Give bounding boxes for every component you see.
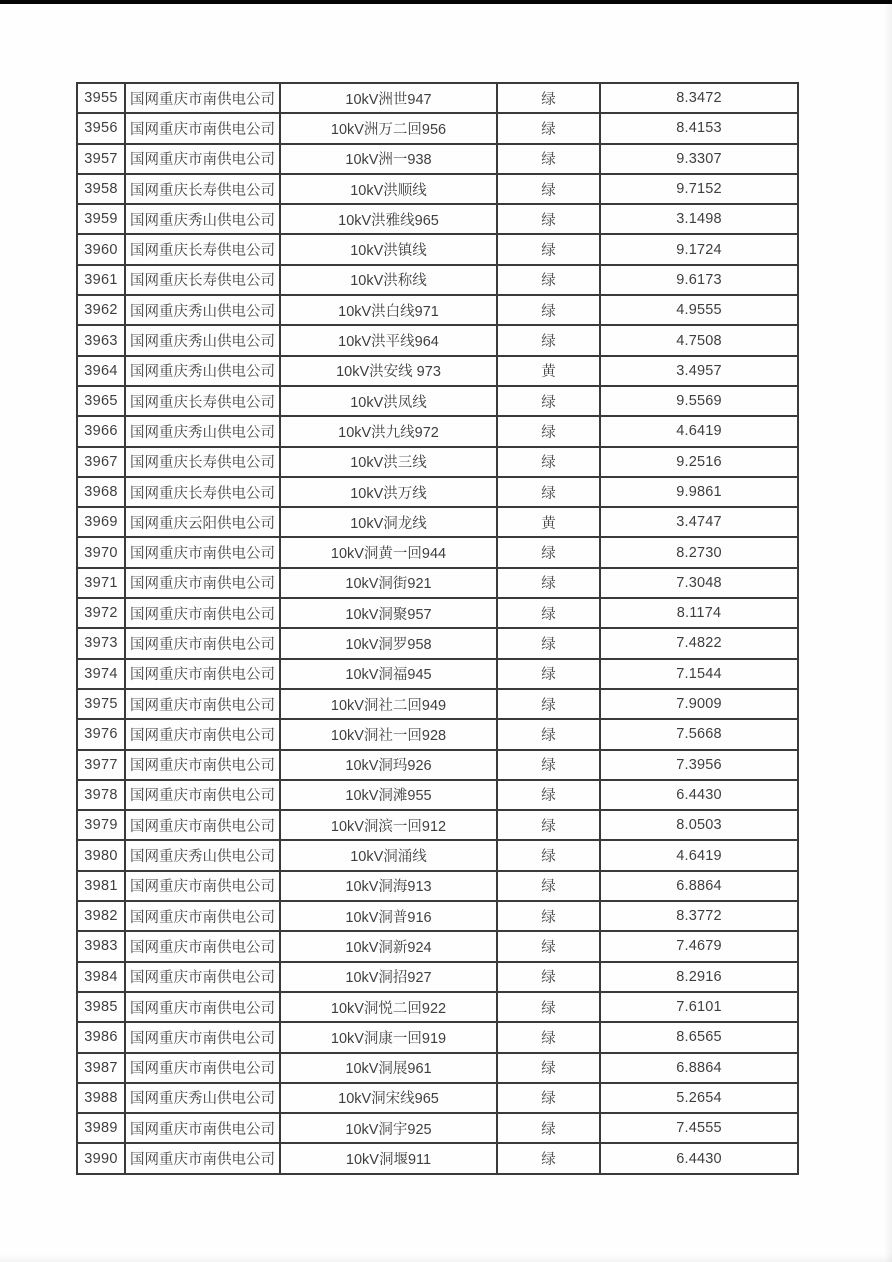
company-cell: 国网重庆市南供电公司	[125, 83, 280, 113]
company-cell: 国网重庆长寿供电公司	[125, 477, 280, 507]
value-cell: 4.9555	[600, 295, 798, 325]
line-name-cell: 10kV洪平线964	[280, 325, 497, 355]
line-name-cell: 10kV洞罗958	[280, 628, 497, 658]
row-number-cell: 3967	[77, 447, 125, 477]
line-name-cell: 10kV洞康一回919	[280, 1022, 497, 1052]
table-row	[77, 204, 798, 234]
line-name-cell: 10kV洞玛926	[280, 750, 497, 780]
status-cell: 绿	[497, 295, 600, 325]
row-number-cell: 3976	[77, 719, 125, 749]
value-cell: 8.3772	[600, 901, 798, 931]
row-number-cell: 3983	[77, 931, 125, 961]
table-row	[77, 568, 798, 598]
table-row	[77, 174, 798, 204]
table-body	[77, 83, 798, 1174]
line-name-cell: 10kV洞涌线	[280, 840, 497, 870]
status-cell: 绿	[497, 325, 600, 355]
status-cell: 绿	[497, 1053, 600, 1083]
table-row	[77, 477, 798, 507]
status-cell: 绿	[497, 1113, 600, 1143]
table-row	[77, 325, 798, 355]
status-cell: 绿	[497, 840, 600, 870]
company-cell: 国网重庆市南供电公司	[125, 931, 280, 961]
line-name-cell: 10kV洪顺线	[280, 174, 497, 204]
line-name-cell: 10kV洲一938	[280, 144, 497, 174]
value-cell: 3.4747	[600, 507, 798, 537]
company-cell: 国网重庆云阳供电公司	[125, 507, 280, 537]
line-name-cell: 10kV洞滨一回912	[280, 810, 497, 840]
row-number-cell: 3955	[77, 83, 125, 113]
row-number-cell: 3962	[77, 295, 125, 325]
line-name-cell: 10kV洪称线	[280, 265, 497, 295]
value-cell: 8.1174	[600, 598, 798, 628]
line-name-cell: 10kV洞聚957	[280, 598, 497, 628]
status-cell: 绿	[497, 689, 600, 719]
line-name-cell: 10kV洞黄一回944	[280, 537, 497, 567]
value-cell: 6.4430	[600, 1143, 798, 1174]
line-name-cell: 10kV洪三线	[280, 447, 497, 477]
row-number-cell: 3975	[77, 689, 125, 719]
row-number-cell: 3987	[77, 1053, 125, 1083]
table-row	[77, 901, 798, 931]
company-cell: 国网重庆市南供电公司	[125, 750, 280, 780]
status-cell: 绿	[497, 780, 600, 810]
value-cell: 7.4822	[600, 628, 798, 658]
row-number-cell: 3956	[77, 113, 125, 143]
table-row	[77, 962, 798, 992]
line-name-cell: 10kV洞海913	[280, 871, 497, 901]
company-cell: 国网重庆市南供电公司	[125, 962, 280, 992]
company-cell: 国网重庆市南供电公司	[125, 659, 280, 689]
line-name-cell: 10kV洞宋线965	[280, 1083, 497, 1113]
row-number-cell: 3966	[77, 416, 125, 446]
company-cell: 国网重庆市南供电公司	[125, 1143, 280, 1174]
status-cell: 绿	[497, 962, 600, 992]
line-name-cell: 10kV洞普916	[280, 901, 497, 931]
table-row	[77, 1113, 798, 1143]
line-name-cell: 10kV洞街921	[280, 568, 497, 598]
value-cell: 9.5569	[600, 386, 798, 416]
row-number-cell: 3973	[77, 628, 125, 658]
line-name-cell: 10kV洲世947	[280, 83, 497, 113]
value-cell: 9.3307	[600, 144, 798, 174]
status-cell: 绿	[497, 83, 600, 113]
status-cell: 绿	[497, 568, 600, 598]
status-cell: 绿	[497, 174, 600, 204]
value-cell: 7.5668	[600, 719, 798, 749]
scan-bottom-edge-shadow	[0, 1254, 892, 1262]
company-cell: 国网重庆市南供电公司	[125, 719, 280, 749]
company-cell: 国网重庆市南供电公司	[125, 901, 280, 931]
status-cell: 绿	[497, 628, 600, 658]
company-cell: 国网重庆秀山供电公司	[125, 416, 280, 446]
line-name-cell: 10kV洪九线972	[280, 416, 497, 446]
status-cell: 绿	[497, 265, 600, 295]
value-cell: 6.8864	[600, 871, 798, 901]
row-number-cell: 3974	[77, 659, 125, 689]
row-number-cell: 3959	[77, 204, 125, 234]
row-number-cell: 3969	[77, 507, 125, 537]
company-cell: 国网重庆市南供电公司	[125, 780, 280, 810]
value-cell: 5.2654	[600, 1083, 798, 1113]
row-number-cell: 3984	[77, 962, 125, 992]
row-number-cell: 3986	[77, 1022, 125, 1052]
status-cell: 黄	[497, 507, 600, 537]
company-cell: 国网重庆市南供电公司	[125, 1053, 280, 1083]
table-row	[77, 356, 798, 386]
scan-right-edge-shadow	[884, 0, 892, 1262]
table-row	[77, 840, 798, 870]
company-cell: 国网重庆市南供电公司	[125, 871, 280, 901]
company-cell: 国网重庆秀山供电公司	[125, 356, 280, 386]
value-cell: 3.4957	[600, 356, 798, 386]
status-cell: 绿	[497, 1083, 600, 1113]
status-cell: 绿	[497, 477, 600, 507]
table-row	[77, 1143, 798, 1174]
row-number-cell: 3979	[77, 810, 125, 840]
line-name-cell: 10kV洪安线 973	[280, 356, 497, 386]
row-number-cell: 3964	[77, 356, 125, 386]
status-cell: 绿	[497, 659, 600, 689]
line-name-cell: 10kV洪镇线	[280, 234, 497, 264]
company-cell: 国网重庆市南供电公司	[125, 992, 280, 1022]
line-name-cell: 10kV洞招927	[280, 962, 497, 992]
row-number-cell: 3970	[77, 537, 125, 567]
row-number-cell: 3978	[77, 780, 125, 810]
value-cell: 8.2730	[600, 537, 798, 567]
status-cell: 绿	[497, 537, 600, 567]
table-row	[77, 1022, 798, 1052]
table-row	[77, 386, 798, 416]
row-number-cell: 3977	[77, 750, 125, 780]
value-cell: 4.6419	[600, 840, 798, 870]
row-number-cell: 3963	[77, 325, 125, 355]
power-line-table	[76, 82, 799, 1175]
line-name-cell: 10kV洞新924	[280, 931, 497, 961]
status-cell: 绿	[497, 234, 600, 264]
company-cell: 国网重庆市南供电公司	[125, 628, 280, 658]
line-name-cell: 10kV洞社一回928	[280, 719, 497, 749]
company-cell: 国网重庆长寿供电公司	[125, 174, 280, 204]
value-cell: 9.9861	[600, 477, 798, 507]
company-cell: 国网重庆长寿供电公司	[125, 447, 280, 477]
status-cell: 绿	[497, 386, 600, 416]
row-number-cell: 3989	[77, 1113, 125, 1143]
table-row	[77, 416, 798, 446]
line-name-cell: 10kV洞滩955	[280, 780, 497, 810]
company-cell: 国网重庆市南供电公司	[125, 810, 280, 840]
line-name-cell: 10kV洪凤线	[280, 386, 497, 416]
table-row	[77, 295, 798, 325]
table-row	[77, 750, 798, 780]
table-row	[77, 447, 798, 477]
value-cell: 6.4430	[600, 780, 798, 810]
status-cell: 绿	[497, 1143, 600, 1174]
value-cell: 7.1544	[600, 659, 798, 689]
status-cell: 绿	[497, 750, 600, 780]
value-cell: 4.7508	[600, 325, 798, 355]
status-cell: 绿	[497, 992, 600, 1022]
value-cell: 6.8864	[600, 1053, 798, 1083]
row-number-cell: 3990	[77, 1143, 125, 1174]
line-name-cell: 10kV洞展961	[280, 1053, 497, 1083]
row-number-cell: 3958	[77, 174, 125, 204]
company-cell: 国网重庆秀山供电公司	[125, 325, 280, 355]
row-number-cell: 3968	[77, 477, 125, 507]
status-cell: 绿	[497, 719, 600, 749]
line-name-cell: 10kV洲万二回956	[280, 113, 497, 143]
table-row	[77, 144, 798, 174]
status-cell: 绿	[497, 901, 600, 931]
company-cell: 国网重庆长寿供电公司	[125, 265, 280, 295]
status-cell: 绿	[497, 871, 600, 901]
table-row	[77, 659, 798, 689]
row-number-cell: 3960	[77, 234, 125, 264]
line-name-cell: 10kV洞宇925	[280, 1113, 497, 1143]
value-cell: 9.1724	[600, 234, 798, 264]
row-number-cell: 3961	[77, 265, 125, 295]
line-name-cell: 10kV洞福945	[280, 659, 497, 689]
table-row	[77, 1053, 798, 1083]
row-number-cell: 3980	[77, 840, 125, 870]
company-cell: 国网重庆市南供电公司	[125, 1113, 280, 1143]
company-cell: 国网重庆长寿供电公司	[125, 386, 280, 416]
company-cell: 国网重庆长寿供电公司	[125, 234, 280, 264]
status-cell: 绿	[497, 447, 600, 477]
table-row	[77, 83, 798, 113]
company-cell: 国网重庆秀山供电公司	[125, 295, 280, 325]
status-cell: 绿	[497, 113, 600, 143]
table-row	[77, 265, 798, 295]
table-row	[77, 507, 798, 537]
table-row	[77, 931, 798, 961]
value-cell: 9.6173	[600, 265, 798, 295]
line-name-cell: 10kV洞社二回949	[280, 689, 497, 719]
table-row	[77, 992, 798, 1022]
row-number-cell: 3988	[77, 1083, 125, 1113]
line-name-cell: 10kV洪雅线965	[280, 204, 497, 234]
line-name-cell: 10kV洪万线	[280, 477, 497, 507]
value-cell: 8.0503	[600, 810, 798, 840]
status-cell: 绿	[497, 416, 600, 446]
status-cell: 绿	[497, 931, 600, 961]
value-cell: 7.4555	[600, 1113, 798, 1143]
company-cell: 国网重庆市南供电公司	[125, 113, 280, 143]
value-cell: 7.3048	[600, 568, 798, 598]
table-row	[77, 871, 798, 901]
row-number-cell: 3957	[77, 144, 125, 174]
value-cell: 8.2916	[600, 962, 798, 992]
row-number-cell: 3965	[77, 386, 125, 416]
company-cell: 国网重庆市南供电公司	[125, 568, 280, 598]
value-cell: 7.9009	[600, 689, 798, 719]
line-name-cell: 10kV洞悦二回922	[280, 992, 497, 1022]
value-cell: 8.6565	[600, 1022, 798, 1052]
value-cell: 7.3956	[600, 750, 798, 780]
status-cell: 绿	[497, 1022, 600, 1052]
status-cell: 绿	[497, 144, 600, 174]
company-cell: 国网重庆市南供电公司	[125, 537, 280, 567]
table-row	[77, 689, 798, 719]
status-cell: 绿	[497, 598, 600, 628]
value-cell: 9.7152	[600, 174, 798, 204]
status-cell: 绿	[497, 810, 600, 840]
company-cell: 国网重庆秀山供电公司	[125, 840, 280, 870]
line-name-cell: 10kV洪白线971	[280, 295, 497, 325]
table-row	[77, 780, 798, 810]
table-row	[77, 537, 798, 567]
status-cell: 绿	[497, 204, 600, 234]
line-name-cell: 10kV洞龙线	[280, 507, 497, 537]
company-cell: 国网重庆市南供电公司	[125, 144, 280, 174]
value-cell: 8.4153	[600, 113, 798, 143]
table-row	[77, 113, 798, 143]
table-row	[77, 810, 798, 840]
table-row	[77, 719, 798, 749]
scan-top-edge-bar	[0, 0, 892, 4]
table-row	[77, 598, 798, 628]
company-cell: 国网重庆市南供电公司	[125, 1022, 280, 1052]
value-cell: 3.1498	[600, 204, 798, 234]
status-cell: 黄	[497, 356, 600, 386]
company-cell: 国网重庆市南供电公司	[125, 598, 280, 628]
value-cell: 4.6419	[600, 416, 798, 446]
value-cell: 7.6101	[600, 992, 798, 1022]
table-row	[77, 234, 798, 264]
value-cell: 8.3472	[600, 83, 798, 113]
line-name-cell: 10kV洞堰911	[280, 1143, 497, 1174]
row-number-cell: 3982	[77, 901, 125, 931]
company-cell: 国网重庆秀山供电公司	[125, 1083, 280, 1113]
row-number-cell: 3971	[77, 568, 125, 598]
company-cell: 国网重庆秀山供电公司	[125, 204, 280, 234]
table-row	[77, 1083, 798, 1113]
row-number-cell: 3981	[77, 871, 125, 901]
company-cell: 国网重庆市南供电公司	[125, 689, 280, 719]
row-number-cell: 3985	[77, 992, 125, 1022]
value-cell: 9.2516	[600, 447, 798, 477]
table-row	[77, 628, 798, 658]
value-cell: 7.4679	[600, 931, 798, 961]
row-number-cell: 3972	[77, 598, 125, 628]
